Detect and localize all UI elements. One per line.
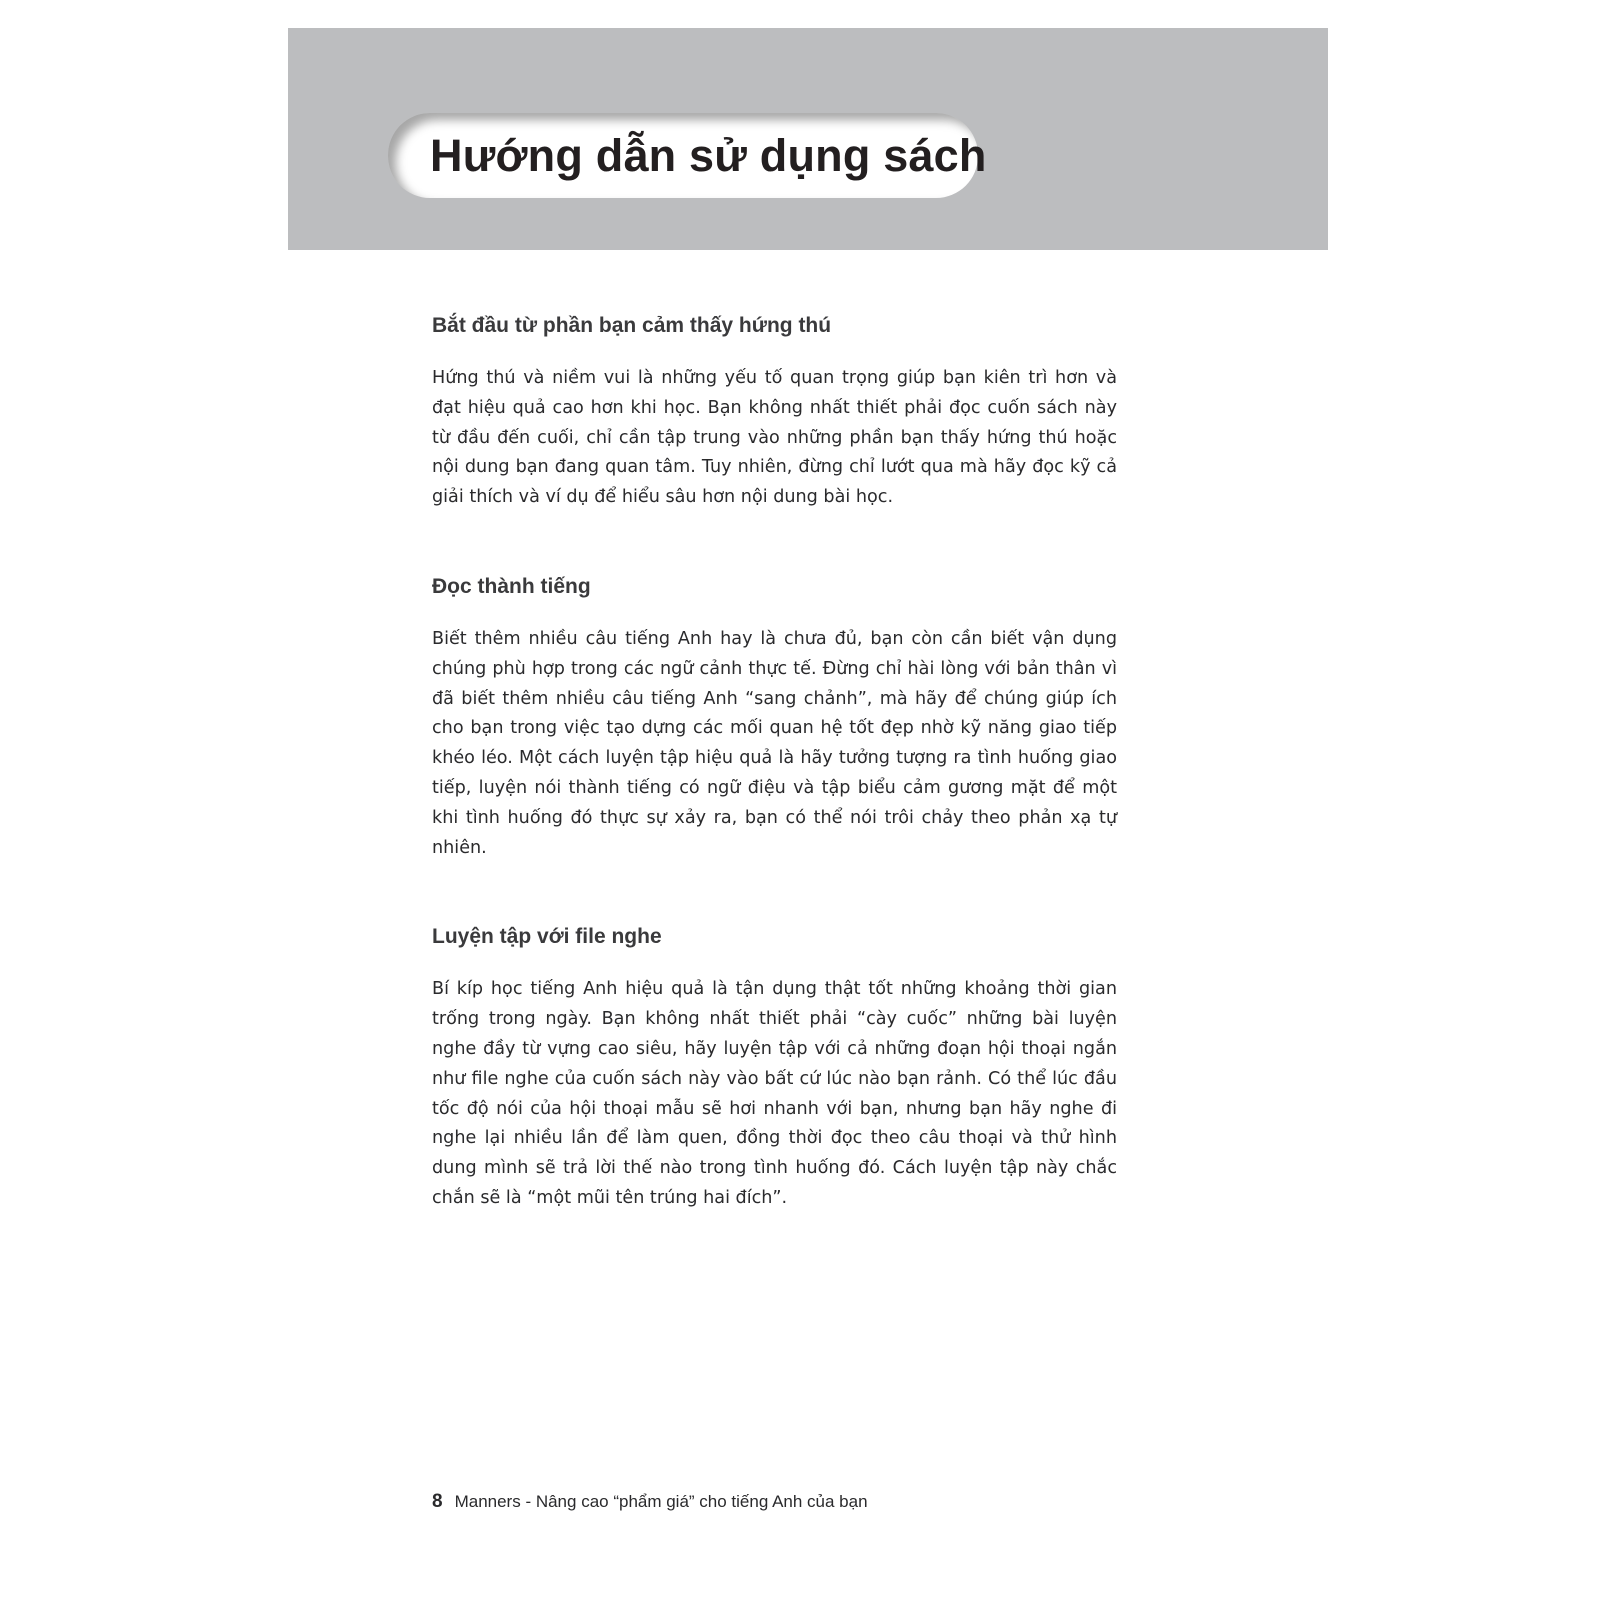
section-heading: Đọc thành tiếng bbox=[432, 574, 591, 598]
section-heading: Luyện tập với file nghe bbox=[432, 925, 662, 949]
title-pill bbox=[388, 113, 987, 198]
section-listening-practice bbox=[432, 921, 1117, 1213]
header-band bbox=[288, 28, 1328, 250]
page-content bbox=[432, 310, 1117, 1272]
section-heading: Bắt đầu từ phần bạn cảm thấy hứng thú bbox=[432, 314, 832, 337]
section-body: Hứng thú và niềm vui là những yếu tố quan trọng giúp bạn kiên trì hơn và đạt hiệu quả cao hơn khi học. Bạn không nhất thiết phải đọc cuốn sách này từ đầu đến cuối, chỉ cần tập trung vào những phần bạn thấy hứng thú hoặc nội dung bạn đang quan tâm. Tuy nhiên, đừng chỉ lướt qua mà hãy đọc kỹ cả giải thích và ví dụ để hiểu sâu hơn nội dung bài học. bbox=[432, 368, 1117, 508]
section-body: Bí kíp học tiếng Anh hiệu quả là tận dụng thật tốt những khoảng thời gian trống trong ngày. Bạn không nhất thiết phải “cày cuốc” những bài luyện nghe đầy từ vựng cao siêu, hãy luyện tập với cả những đoạn hội thoại ngắn như file nghe của cuốn sách này vào bất cứ lúc nào bạn rảnh. Có thể lúc đầu tốc độ nói của hội thoại mẫu sẽ hơi nhanh với bạn, nhưng bạn hãy nghe đi nghe lại nhiều lần để làm quen, đồng thời đọc theo câu thoại và thử hình dung mình sẽ trả lời thế nào trong tình huống đó. Cách luyện tập này chắc chắn sẽ là “một mũi tên trúng hai đích”. bbox=[432, 979, 1117, 1208]
running-title: Manners - Nâng cao “phẩm giá” cho tiếng Anh của bạn bbox=[454, 1492, 868, 1511]
section-body: Biết thêm nhiều câu tiếng Anh hay là chưa đủ, bạn còn cần biết vận dụng chúng phù hợp trong các ngữ cảnh thực tế. Đừng chỉ hài lòng với bản thân vì đã biết thêm nhiều câu tiếng Anh “sang chảnh”, mà hãy để chúng giúp ích cho bạn trong việc tạo dựng các mối quan hệ tốt đẹp nhờ kỹ năng giao tiếp khéo léo. Một cách luyện tập hiệu quả là hãy tưởng tượng ra tình huống giao tiếp, luyện nói thành tiếng có ngữ điệu và tập biểu cảm gương mặt để một khi tình huống đó thực sự xảy ra, bạn có thể nói trôi chảy theo phản xạ tự nhiên. bbox=[432, 628, 1117, 858]
page-title: Hướng dẫn sử dụng sách bbox=[430, 129, 987, 181]
section-start-with-interest bbox=[432, 310, 1117, 513]
section-read-aloud bbox=[432, 571, 1117, 863]
page-footer bbox=[432, 1491, 868, 1513]
page-number: 8 bbox=[432, 1491, 443, 1512]
